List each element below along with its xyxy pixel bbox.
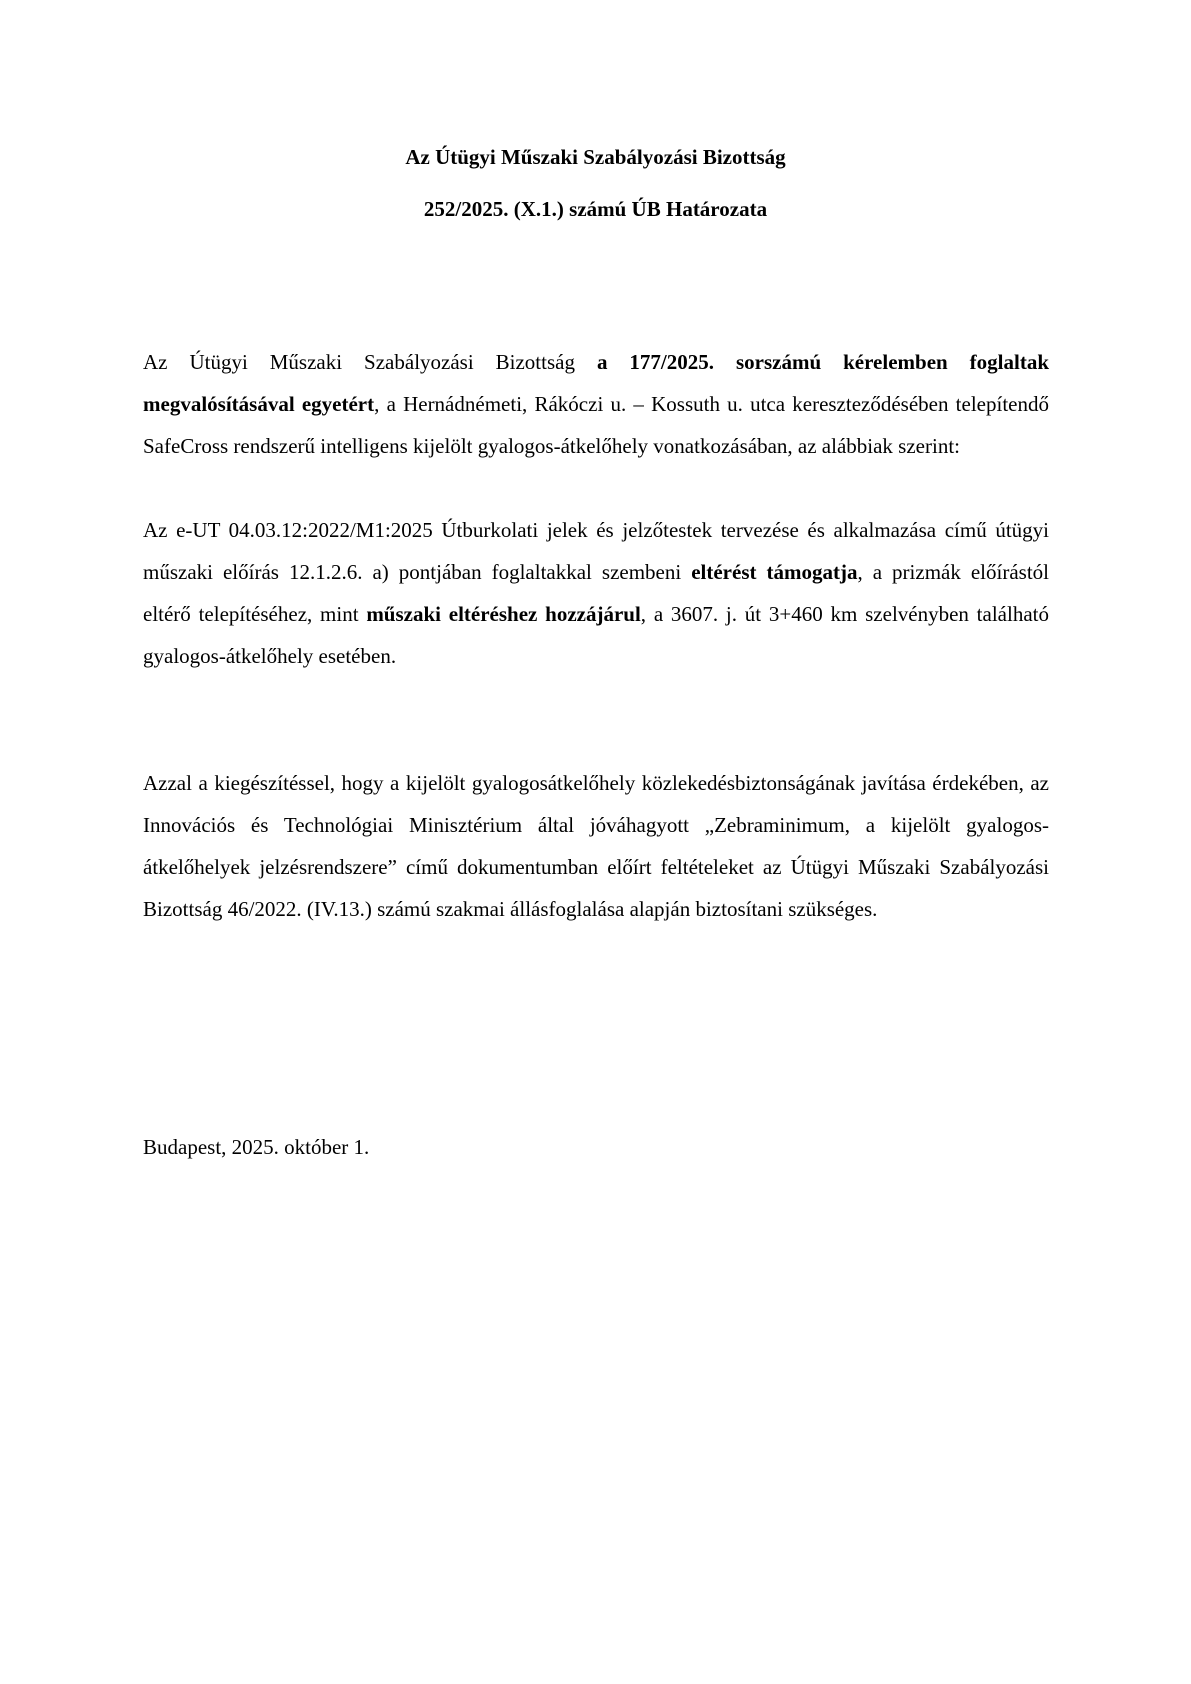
text-segment: Az Útügyi Műszaki Szabályozási Bizottság <box>143 350 597 374</box>
bold-text-segment: a 177/2025. sorszámú kérelemben foglaltak megvalósításával egyetért <box>143 350 1050 416</box>
document-title: Az Útügyi Műszaki Szabályozási Bizottság <box>405 145 786 169</box>
dateline: Budapest, 2025. október 1. <box>143 1135 370 1159</box>
bold-text-segment: eltérést támogatja <box>691 560 858 584</box>
paragraph-deviation <box>143 509 1049 677</box>
bold-text-segment: műszaki eltéréshez hozzájárul <box>366 602 641 626</box>
text-segment: , a 3607. j. út 3+460 km szelvényben található gyalogos-átkelőhely esetében. <box>143 602 1049 668</box>
text-segment: Azzal a kiegészítéssel, hogy a kijelölt gyalogosátkelőhely közlekedésbiztonságának javítása érdekében, az Innovációs és Technológiai Minisztérium által jóváhagyott „Zebraminimum, a kijelölt gyalogos-átkelőhelyek jelzésrendszere” című dokumentumban előírt feltételeket az Útügyi Műszaki Szabályozási Bizottság 46/2022. (IV.13.) számú szakmai állásfoglalása alapján biztosítani szükséges. <box>143 771 1049 921</box>
resolution-number: 252/2025. (X.1.) számú ÚB Határozata <box>423 197 768 221</box>
paragraph-approval <box>143 341 1049 467</box>
paragraph-supplement <box>143 762 1049 930</box>
text-segment: Az e-UT 04.03.12:2022/M1:2025 Útburkolati jelek és jelzőtestek tervezése és alkalmazása című útügyi műszaki előírás 12.1.2.6. a) pontjában foglaltakkal szembeni <box>143 518 1049 584</box>
text-segment: , a prizmák előírástól eltérő telepítéséhez, mint <box>143 560 1049 626</box>
text-segment: , a Hernádnémeti, Rákóczi u. – Kossuth u. utca kereszteződésében telepítendő SafeCross rendszerű intelligens kijelölt gyalogos-átkelőhely vonatkozásában, az alábbiak szerint: <box>143 392 1049 458</box>
